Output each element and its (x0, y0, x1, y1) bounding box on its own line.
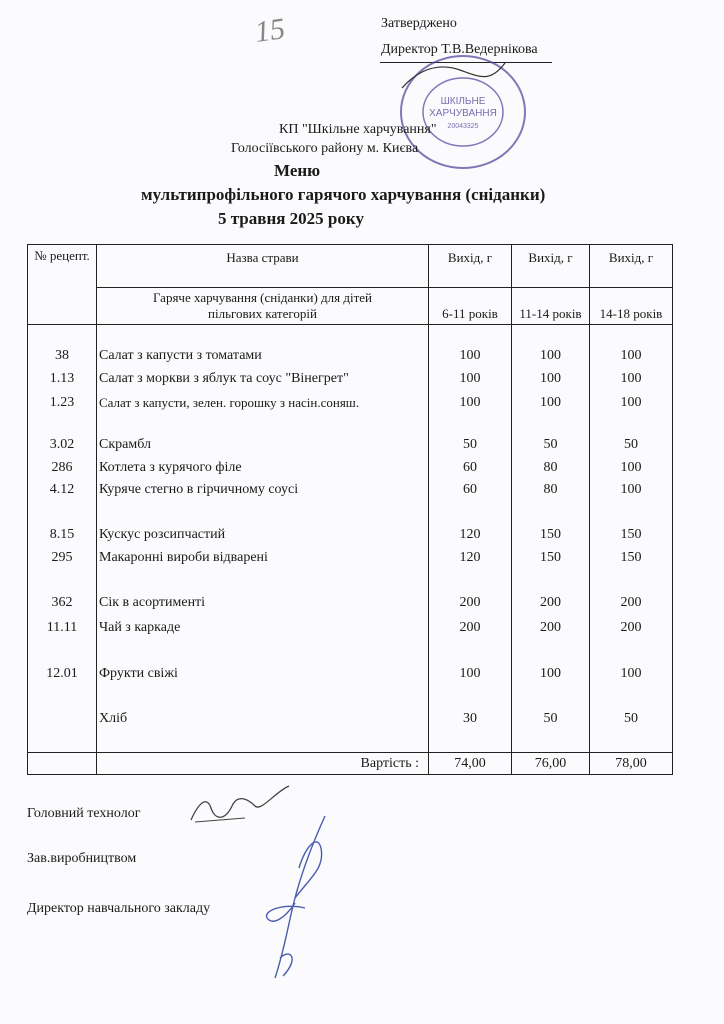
row-7-out1: 120 (459, 527, 481, 542)
header-output-3: Вихід, г (608, 250, 654, 265)
row-12-name: Хліб (99, 711, 128, 726)
row-3-recipe: 1.23 (49, 395, 75, 410)
cost-11-14: 76,00 (534, 756, 567, 771)
category-label-line2: пільгових категорій (208, 306, 317, 321)
menu-title: Меню (274, 161, 321, 180)
menu-table (27, 244, 673, 775)
row-6-name: Куряче стегно в гірчичному соусі (99, 482, 299, 497)
org-line-2: Голосіївського району м. Києва (231, 141, 419, 156)
row-10-name: Чай з каркаде (99, 620, 181, 635)
row-10-out2: 200 (540, 620, 561, 635)
row-10-out1: 200 (459, 620, 481, 635)
row-2-recipe: 1.13 (49, 371, 75, 386)
row-2-out3: 100 (620, 371, 642, 386)
cost-14-18: 78,00 (615, 756, 647, 771)
school-director-label: Директор навчального закладу (27, 901, 211, 916)
age-group-2: 11-14 років (519, 306, 582, 321)
row-5-name: Котлета з курячого філе (99, 460, 242, 475)
svg-text:20043325: 20043325 (447, 123, 479, 130)
row-2-out2: 100 (540, 371, 561, 386)
director-signature (400, 58, 510, 98)
row-1-out3: 100 (620, 348, 642, 363)
row-3-out3: 100 (620, 395, 642, 410)
row-8-out2: 150 (540, 550, 561, 565)
row-3-out2: 100 (540, 395, 561, 410)
org-line-1: КП "Шкільне харчування" (279, 122, 437, 137)
row-8-out3: 150 (620, 550, 642, 565)
row-11-out1: 100 (459, 666, 481, 681)
row-8-out1: 120 (459, 550, 481, 565)
cost-6-11: 74,00 (454, 756, 486, 771)
production-head-label: Зав.виробництвом (27, 851, 137, 866)
row-2-out1: 100 (459, 371, 481, 386)
age-group-3: 14-18 років (599, 306, 663, 321)
row-9-name: Сік в асортименті (99, 595, 206, 610)
header-dish-name: Назва страви (226, 250, 299, 265)
row-12-out1: 30 (463, 711, 477, 726)
row-7-out2: 150 (540, 527, 561, 542)
row-7-out3: 150 (620, 527, 642, 542)
director-name: Директор Т.В.Ведернікова (381, 42, 538, 57)
menu-date: 5 травня 2025 року (218, 209, 364, 228)
row-12-out3: 50 (624, 711, 638, 726)
menu-subtitle: мультипрофільного гарячого харчування (сніданки) (141, 185, 546, 204)
category-label-line1: Гаряче харчування (сніданки) для дітей (152, 290, 373, 305)
row-4-out2: 50 (543, 437, 558, 452)
row-11-out2: 100 (540, 666, 561, 681)
row-5-out2: 80 (543, 460, 558, 475)
row-3-name: Салат з капусти, зелен. горошку з насін.соняш. (99, 395, 360, 410)
row-10-recipe: 11.11 (46, 620, 78, 635)
row-11-recipe: 12.01 (46, 666, 78, 681)
row-6-out1: 60 (463, 482, 477, 497)
row-6-recipe: 4.12 (49, 482, 75, 497)
row-1-out2: 100 (540, 348, 561, 363)
row-3-out1: 100 (459, 395, 481, 410)
handwritten-number: 15 (252, 12, 288, 49)
row-4-out3: 50 (624, 437, 638, 452)
row-11-out3: 100 (620, 666, 642, 681)
row-9-out3: 200 (620, 595, 642, 610)
row-12-out2: 50 (543, 711, 558, 726)
row-5-recipe: 286 (51, 460, 73, 475)
row-4-recipe: 3.02 (49, 437, 75, 452)
row-1-recipe: 38 (55, 348, 69, 363)
chief-technologist-label: Головний технолог (27, 806, 141, 821)
row-9-recipe: 362 (51, 595, 73, 610)
header-output-2: Вихід, г (528, 250, 573, 265)
row-4-out1: 50 (463, 437, 477, 452)
row-2-name: Салат з моркви з яблук та соус "Вінегрет" (99, 371, 349, 386)
row-8-name: Макаронні вироби відварені (99, 550, 268, 565)
row-11-name: Фрукти свіжі (99, 666, 178, 681)
header-output-1: Вихід, г (447, 250, 493, 265)
row-9-out2: 200 (540, 595, 561, 610)
age-group-1: 6-11 років (442, 306, 498, 321)
row-7-name: Кускус розсипчастий (99, 527, 226, 542)
row-5-out1: 60 (463, 460, 477, 475)
row-6-out3: 100 (620, 482, 642, 497)
header-recipe-number: № рецепт. (34, 248, 90, 263)
row-6-out2: 80 (543, 482, 558, 497)
row-10-out3: 200 (620, 620, 642, 635)
approved-label: Затверджено (381, 16, 457, 31)
row-5-out3: 100 (620, 460, 642, 475)
cost-label: Вартість : (360, 756, 419, 771)
svg-text:ШКІЛЬНЕ: ШКІЛЬНЕ (440, 96, 486, 107)
row-9-out1: 200 (459, 595, 481, 610)
blue-ink-signature (255, 808, 345, 988)
row-4-name: Скрамбл (99, 437, 151, 452)
row-1-out1: 100 (459, 348, 481, 363)
row-1-name: Салат з капусти з томатами (99, 348, 262, 363)
svg-text:ХАРЧУВАННЯ: ХАРЧУВАННЯ (429, 108, 497, 119)
row-7-recipe: 8.15 (49, 527, 75, 542)
row-8-recipe: 295 (51, 550, 73, 565)
